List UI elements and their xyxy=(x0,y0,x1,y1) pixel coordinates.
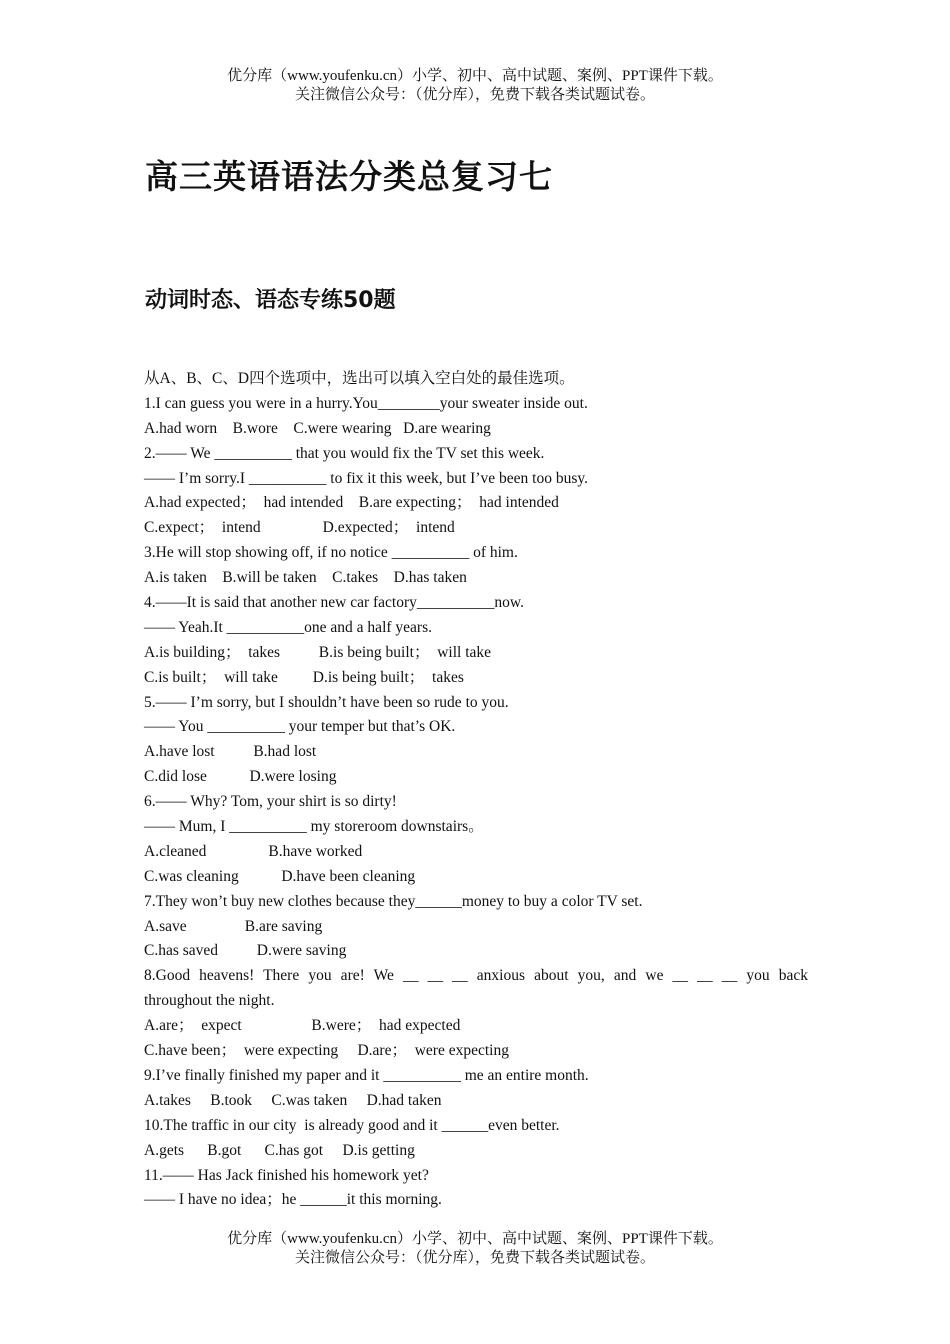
header-line-1: 优分库（www.youfenku.cn）小学、初中、高中试题、案例、PPT课件下载。 xyxy=(227,68,723,84)
text-line: 4.——It is said that another new car factory__________now. xyxy=(144,594,524,612)
document-title: 高三英语语法分类总复习七 xyxy=(145,157,553,196)
text-line: A.are； expect B.were； had expected xyxy=(144,1017,461,1035)
instruction-line: 从A、B、C、D四个选项中，选出可以填入空白处的最佳选项。 xyxy=(144,370,575,387)
text-line: C.was cleaning D.have been cleaning xyxy=(144,867,416,885)
text-line: —— I’m sorry.I __________ to fix it this week, but I’ve been too busy. xyxy=(144,469,588,487)
text-line: 11.—— Has Jack finished his homework yet? xyxy=(144,1166,429,1184)
text-line: C.have been； were expecting D.are； were expecting xyxy=(144,1042,509,1060)
text-line: A.is taken B.will be taken C.takes D.has taken xyxy=(144,569,467,587)
question-8-line-1: 8.Good heavens! There you are! We __ __ __ anxious about you, and we __ __ __ you back xyxy=(144,967,808,985)
text-line: A.had worn B.wore C.were wearing D.are wearing xyxy=(144,419,491,437)
text-line: A.takes B.took C.was taken D.had taken xyxy=(144,1091,442,1109)
text-line: C.did lose D.were losing xyxy=(144,768,337,786)
text-line: —— Yeah.It __________one and a half years. xyxy=(144,618,432,636)
text-line: 7.They won’t buy new clothes because they______money to buy a color TV set. xyxy=(144,892,643,910)
text-line: —— Mum, I __________ my storeroom downstairs。 xyxy=(144,818,484,836)
text-line: C.expect； intend D.expected； intend xyxy=(144,519,455,537)
text-line: 2.—— We __________ that you would fix the TV set this week. xyxy=(144,444,545,462)
text-line: A.had expected； had intended B.are expecting； had intended xyxy=(144,494,559,512)
text-line: 5.—— I’m sorry, but I shouldn’t have been so rude to you. xyxy=(144,693,509,711)
question-8-line-2: throughout the night. xyxy=(144,992,275,1010)
page-footer xyxy=(0,1230,950,1268)
footer-line-1: 优分库（www.youfenku.cn）小学、初中、高中试题、案例、PPT课件下载。 xyxy=(227,1231,723,1247)
header-line-2: 关注微信公众号：（优分库），免费下载各类试题试卷。 xyxy=(294,87,655,103)
footer-line-2: 关注微信公众号：（优分库），免费下载各类试题试卷。 xyxy=(294,1250,655,1266)
text-line: C.has saved D.were saving xyxy=(144,942,347,960)
text-line: A.save B.are saving xyxy=(144,917,323,935)
text-line: 9.I’ve finally finished my paper and it __________ me an entire month. xyxy=(144,1066,589,1084)
text-line: 10.The traffic in our city is already good and it ______even better. xyxy=(144,1116,560,1134)
text-line: A.have lost B.had lost xyxy=(144,743,317,761)
text-line: A.is building； takes B.is being built； will take xyxy=(144,643,492,661)
text-line: —— You __________ your temper but that’s OK. xyxy=(144,718,456,736)
document-subtitle: 动词时态、语态专练50题 xyxy=(145,288,396,313)
exercise-body xyxy=(144,367,808,1213)
text-line: 6.—— Why? Tom, your shirt is so dirty! xyxy=(144,793,397,811)
text-line: 1.I can guess you were in a hurry.You________your sweater inside out. xyxy=(144,394,588,412)
text-line: A.gets B.got C.has got D.is getting xyxy=(144,1141,415,1159)
text-line: C.is built； will take D.is being built； takes xyxy=(144,668,464,686)
text-line: A.cleaned B.have worked xyxy=(144,842,363,860)
text-line: —— I have no idea；he ______it this morning. xyxy=(144,1191,442,1209)
text-line: 3.He will stop showing off, if no notice __________ of him. xyxy=(144,544,518,562)
page-header xyxy=(0,67,950,105)
